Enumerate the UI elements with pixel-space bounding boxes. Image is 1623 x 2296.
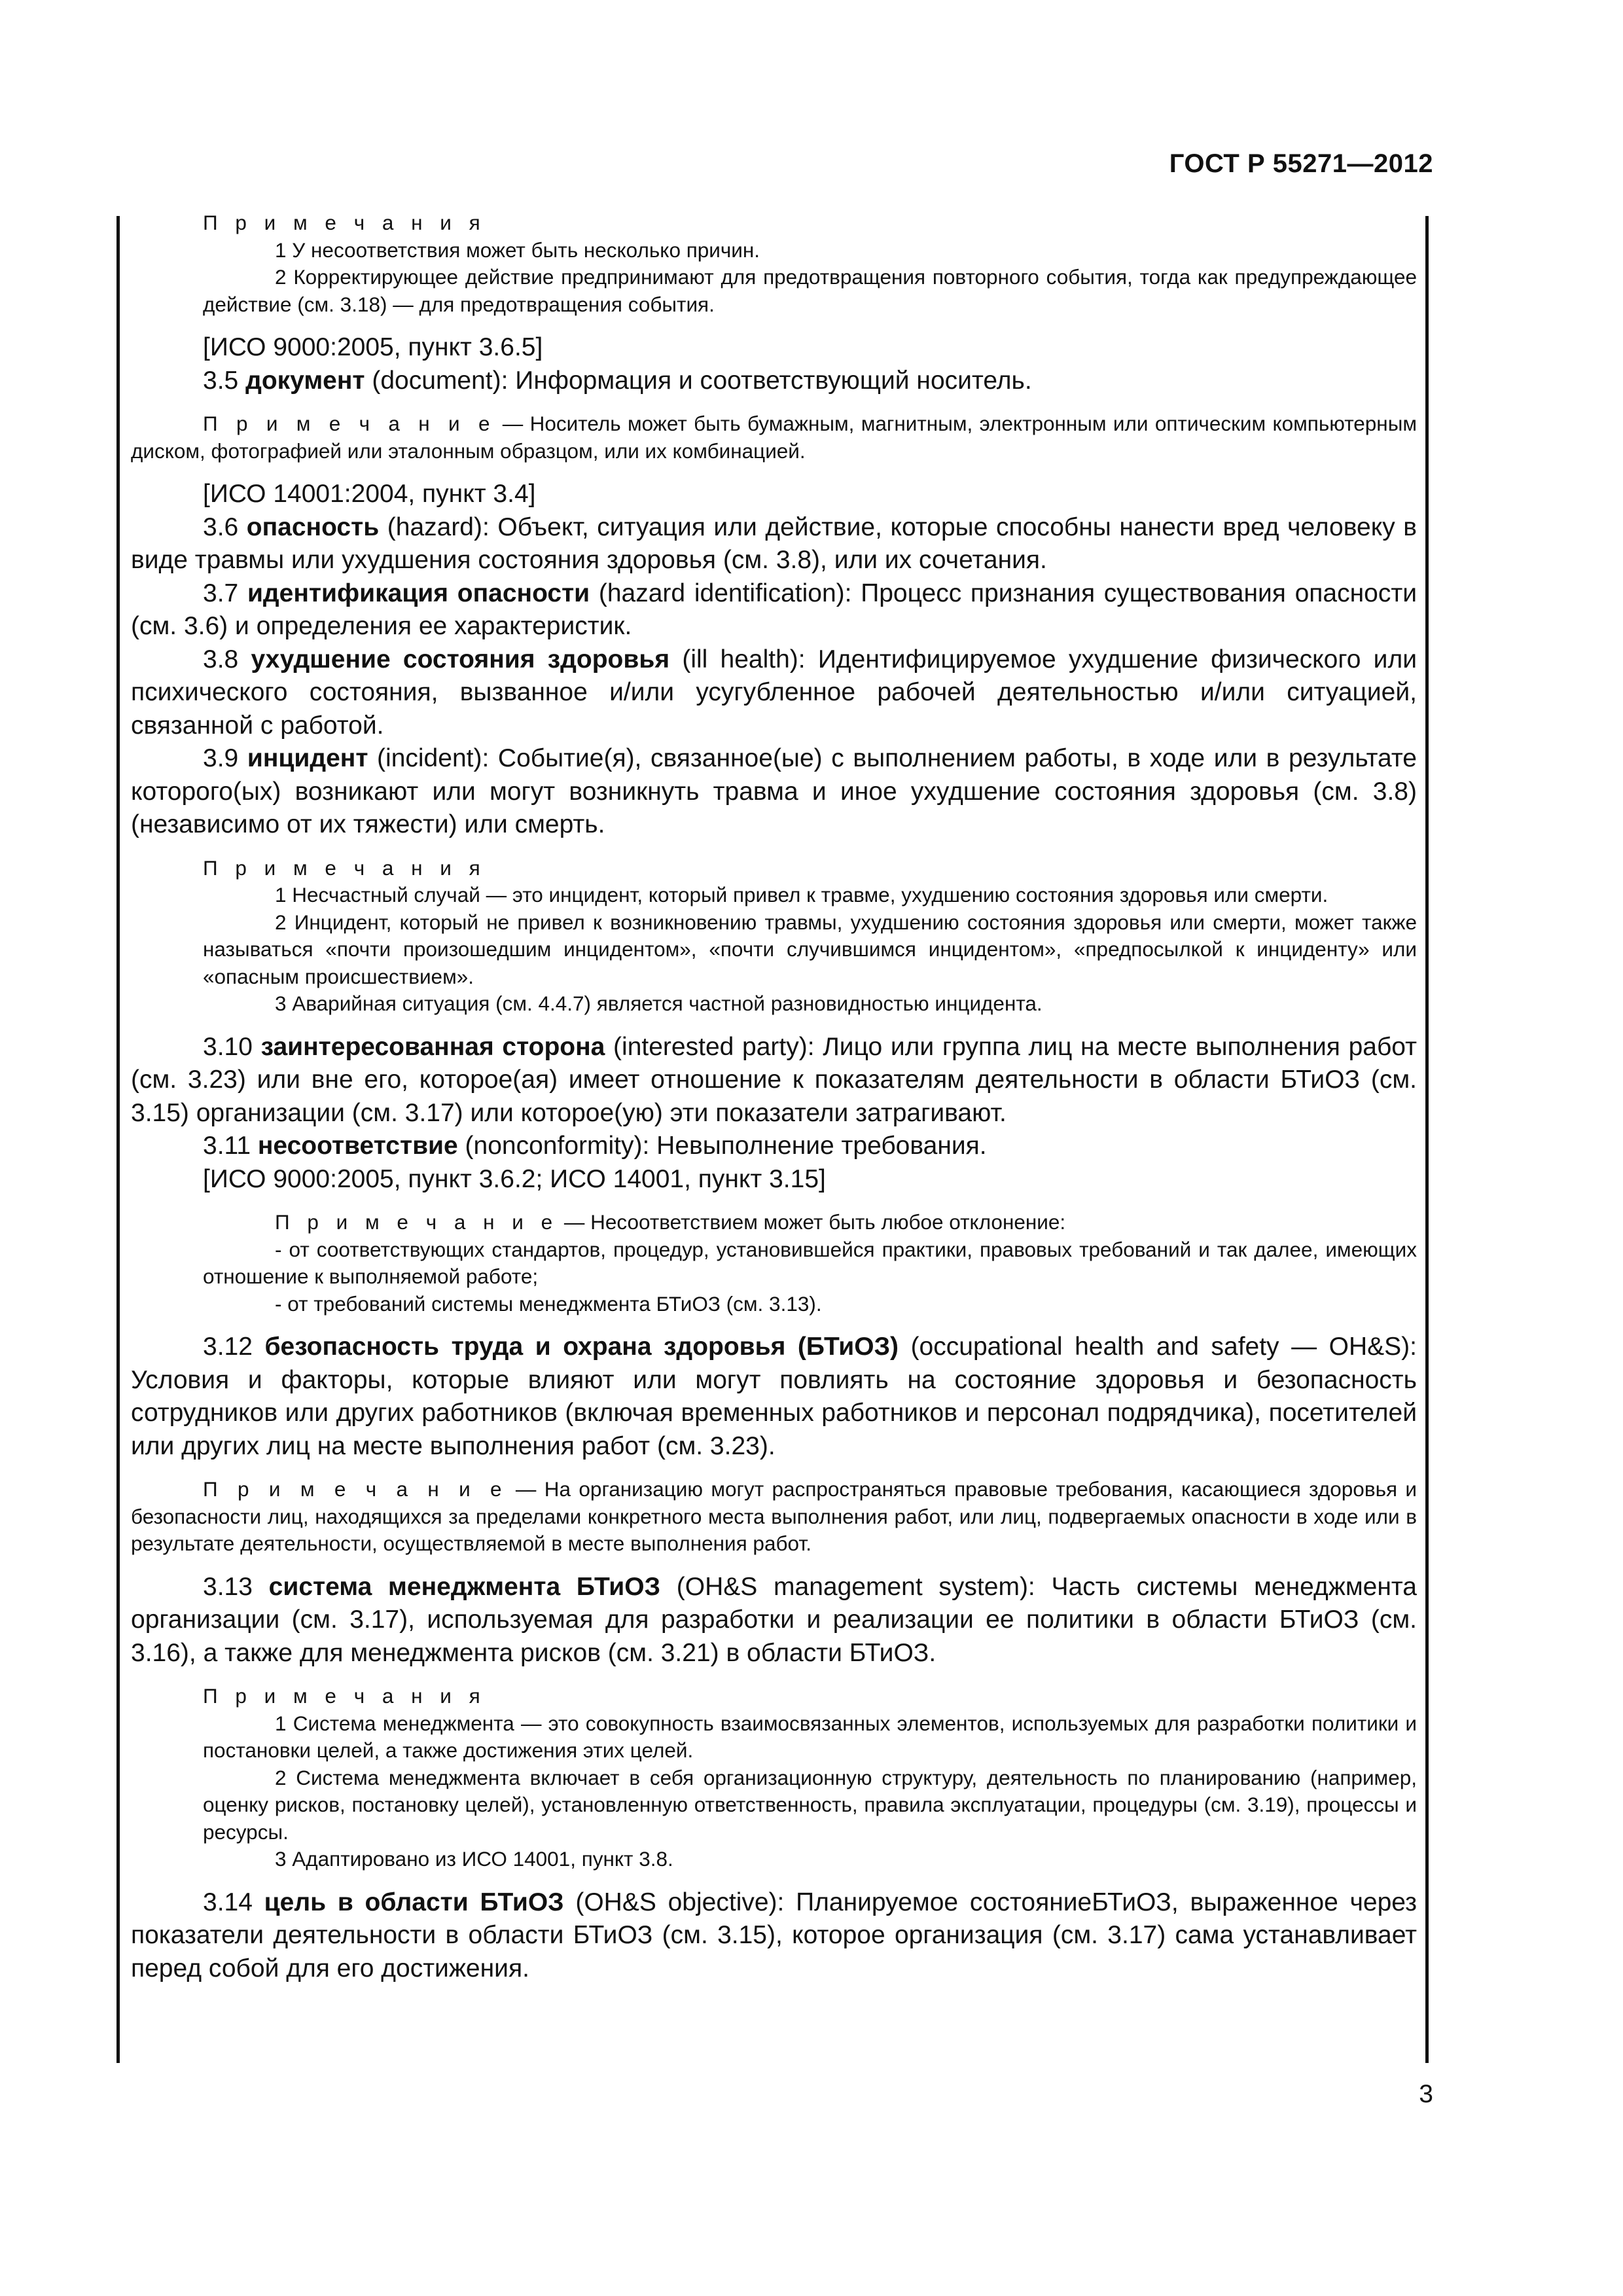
reference: [ИСО 14001:2004, пункт 3.4] [203,480,536,508]
term-title: заинтересованная сторона [260,1032,605,1061]
term-title: система менеджмента БТиОЗ [268,1572,661,1601]
note-item: 2 Корректирующее действие предпринимают для предотвращения повторного события, тогда как предупреждающее действие (см. 3.18) — для предотвращения события. [203,265,1417,316]
change-bar-right [1425,216,1429,2063]
note-3-5: П р и м е ч а н и е — Носитель может быть бумажным, магнитным, электронным или оптическим компьютерным диском, фотографией или эталонным образцом, или их комбинацией. [131,412,1417,463]
notes-heading: П р и м е ч а н и я [203,1684,486,1708]
notes-block-6 [131,1683,1417,1873]
term-title: безопасность труда и охрана здоровья (БТиОЗ) [264,1333,899,1361]
term-3-12: 3.12 безопасность труда и охрана здоровья (БТиОЗ) (occupational health and safety — OH&S): Условия и факторы, которые влияют или могут повлиять на состояние здоровья и безопасность сотрудников или других работников (включая временных работников и персонал подрядчика), посетителей или других лиц на месте выполнения работ (см. 3.23). [131,1333,1417,1460]
note-item: 3 Адаптировано из ИСО 14001, пункт 3.8. [275,1847,673,1871]
term-title: идентификация опасности [247,579,590,607]
change-bar-left [116,216,120,2063]
note-item: 2 Инцидент, который не привел к возникновению травмы, ухудшению состояния здоровья или смерти, может также называться «почти произошедшим инцидентом», «почти случившимся инцидентом», «предпосылкой к инциденту» или «опасным происшествием». [203,910,1417,988]
term-title: ухудшение состояния здоровья [251,645,670,673]
document-body [131,209,1417,1985]
note-item: - от требований системы менеджмента БТиОЗ (см. 3.13). [275,1291,822,1316]
term-3-13: 3.13 система менеджмента БТиОЗ (OH&S management system): Часть системы менеджмента организации (см. 3.17), используемая для разработки и реализации ее политики в области БТиОЗ (см. 3.16), а также для менеджмента рисков (см. 3.21) в области БТиОЗ. [131,1572,1417,1667]
note-item: 3 Аварийная ситуация (см. 4.4.7) является частной разновидностью инцидента. [275,992,1043,1015]
notes-heading: П р и м е ч а н и я [203,855,486,880]
notes-block-3 [131,855,1417,1018]
notes-heading: П р и м е ч а н и я [203,211,486,234]
reference: [ИСО 9000:2005, пункт 3.6.2; ИСО 14001, пункт 3.15] [203,1164,826,1193]
notes-block-4 [131,1209,1417,1318]
term-3-7: 3.7 идентификация опасности (hazard identification): Процесс признания существования опасности (см. 3.6) и определения ее характеристик. [131,579,1417,640]
term-title: цель в области БТиОЗ [264,1888,564,1916]
note-item: 1 У несоответствия может быть несколько причин. [275,238,760,262]
note-item: 1 Несчастный случай — это инцидент, который привел к травме, ухудшению состояния здоровья или смерти. [275,883,1329,906]
reference: [ИСО 9000:2005, пункт 3.6.5] [203,333,543,361]
page-number: 3 [1419,2080,1433,2108]
term-title: несоответствие [257,1132,458,1160]
term-title: инцидент [247,744,368,772]
term-3-14: 3.14 цель в области БТиОЗ (OH&S objective): Планируемое состояниеБТиОЗ, выраженное через показатели деятельности в области БТиОЗ (см. 3.15), которое организация (см. 3.17) сама устанавливает перед собой для его достижения. [131,1888,1417,1982]
term-title: опасность [246,512,380,541]
standard-header: ГОСТ Р 55271—2012 [1169,149,1433,178]
term-3-8: 3.8 ухудшение состояния здоровья (ill health): Идентифицируемое ухудшение физического или психического состояния, вызванное и/или усугубленное рабочей деятельностью и/или ситуацией, связанной с работой. [131,645,1417,740]
term-3-10: 3.10 заинтересованная сторона (interested party): Лицо или группа лиц на месте выполнения работ (см. 3.23) или вне его, которое(ая) имеет отношение к показателям деятельности в области БТиОЗ (см. 3.15) организации (см. 3.17) или которое(ую) эти показатели затрагивают. [131,1032,1417,1127]
note-3-12: П р и м е ч а н и е — На организацию могут распространяться правовые требования, касающиеся здоровья и безопасности лиц, находящихся за пределами конкретного места выполнения работ, или лиц, подвергаемых опасности в ходе или в результате деятельности, осуществляемой в месте выполнения работ. [131,1477,1417,1555]
note-item: - от соответствующих стандартов, процедур, установившейся практики, правовых требований и так далее, имеющих отношение к выполняемой работе; [203,1237,1417,1288]
term-title: документ [245,366,365,395]
term-3-9: 3.9 инцидент (incident): Событие(я), связанное(ые) с выполнением работы, в ходе или в результате которого(ых) возникают или могут возникнуть травма и иное ухудшение состояния здоровья (см. 3.8) (независимо от их тяжести) или смерть. [131,744,1417,838]
term-3-6: 3.6 опасность (hazard): Объект, ситуация или действие, которые способны нанести вред человеку в виде травмы или ухудшения состояния здоровья (см. 3.8), или их сочетания. [131,512,1417,574]
note-heading-line: П р и м е ч а н и е — Несоответствием может быть любое отклонение: [275,1210,1066,1234]
term-3-11: 3.11 несоответствие (nonconformity): Невыполнение требования. [203,1132,987,1160]
note-item: 1 Система менеджмента — это совокупность взаимосвязанных элементов, используемых для разработки политики и постановки целей, а также достижения этих целей. [203,1711,1417,1762]
notes-block-1 [131,209,1417,318]
note-item: 2 Система менеджмента включает в себя организационную структуру, деятельность по планированию (например, оценку рисков, постановку целей), установленную ответственность, правила эксплуатации, процедуры (см. 3.19), процессы и ресурсы. [203,1765,1417,1844]
term-3-5: 3.5 документ (document): Информация и соответствующий носитель. [203,366,1032,395]
